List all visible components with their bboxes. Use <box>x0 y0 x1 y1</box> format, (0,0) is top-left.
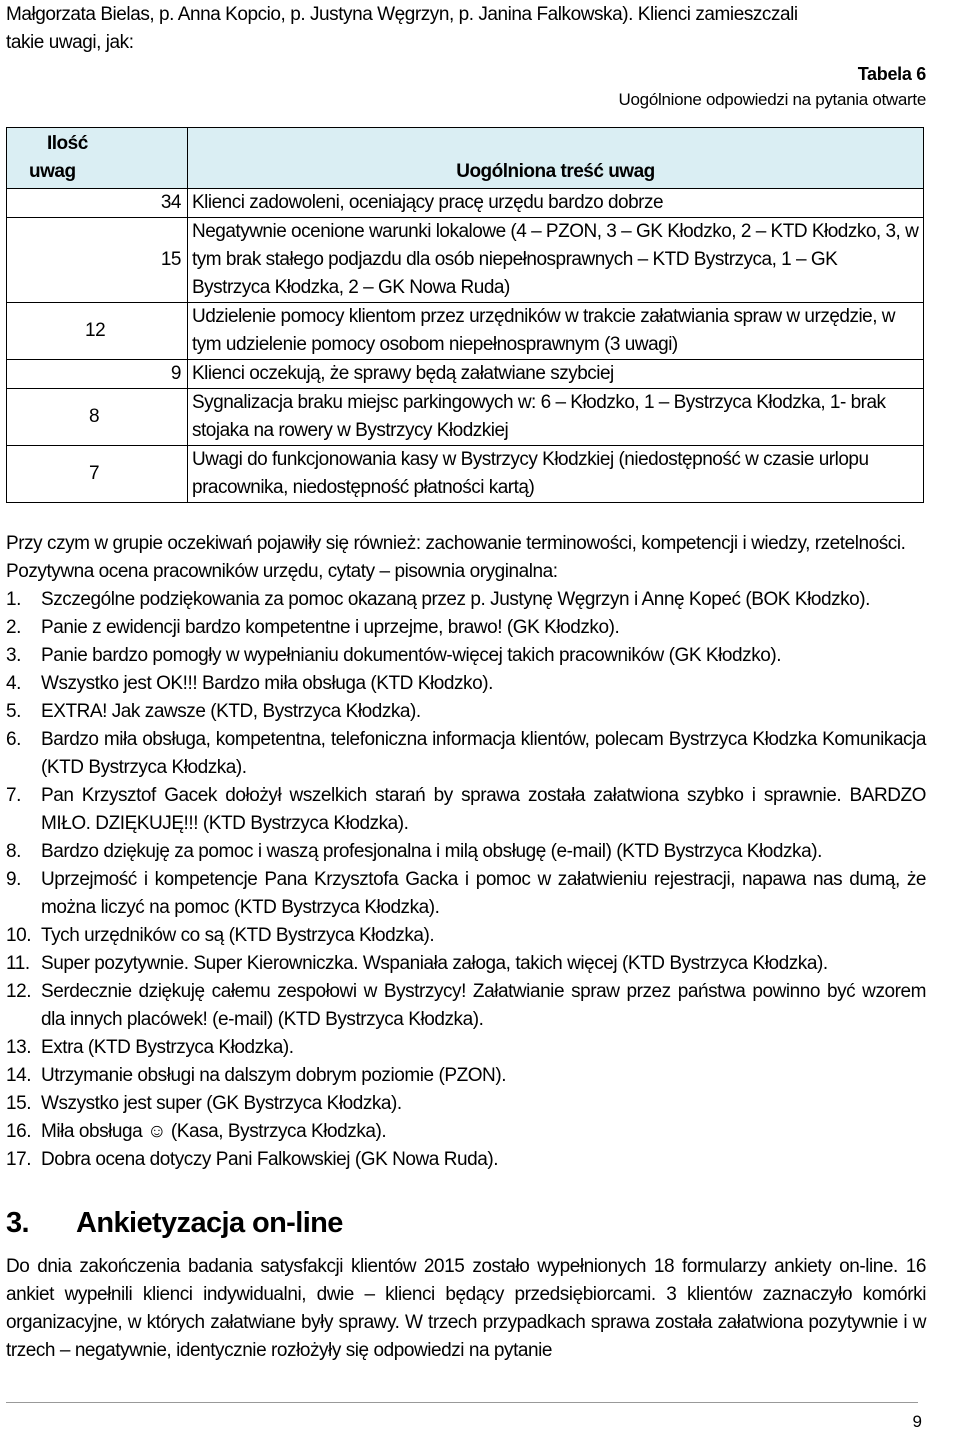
row-count: 12 <box>7 303 188 360</box>
table-header-row <box>7 128 924 189</box>
header-count-line-2: uwag <box>29 161 76 182</box>
intro-line-2: takie uwagi, jak: <box>6 32 134 53</box>
intro-text <box>6 0 926 57</box>
table-row <box>7 218 924 303</box>
quote-text: Serdecznie dziękuję całemu zespołowi w Bystrzycy! Załatwianie spraw przez państwa powinno być wzorem dla innych placówek! (e-mail) (KTD Bystrzyca Kłodzka). <box>41 981 926 1030</box>
quote-text: Panie z ewidencji bardzo kompetentne i uprzejme, brawo! (GK Kłodzko). <box>41 617 620 638</box>
quote-text: Uprzejmość i kompetencje Pana Krzysztofa Gacka i pomoc w załatwieniu rejestracji, napawa nas dumą, że można liczyć na pomoc (KTD Bystrzyca Kłodzka). <box>41 869 926 918</box>
table-caption <box>6 61 926 113</box>
header-count-line-1: Ilość <box>47 133 88 154</box>
quote-number: 7. <box>6 785 21 806</box>
quote-item <box>6 1090 926 1118</box>
quote-text: Dobra ocena dotyczy Pani Falkowskiej (GK Nowa Ruda). <box>41 1149 499 1170</box>
table-row <box>7 389 924 446</box>
intro-line-1: Małgorzata Bielas, p. Anna Kopcio, p. Justyna Węgrzyn, p. Janina Falkowska). Klienci zamieszczali <box>6 4 798 25</box>
quote-number: 3. <box>6 645 21 666</box>
quote-text: Panie bardzo pomogły w wypełnianiu dokumentów-więcej takich pracowników (GK Kłodzko). <box>41 645 782 666</box>
quote-item <box>6 1062 926 1090</box>
quote-number: 14. <box>6 1065 32 1086</box>
quote-number: 11. <box>6 953 30 974</box>
quote-number: 1. <box>6 589 21 610</box>
document-page <box>6 0 926 1365</box>
quote-text: Utrzymanie obsługi na dalszym dobrym poziomie (PZON). <box>41 1065 507 1086</box>
quote-item <box>6 586 926 614</box>
footer-rule <box>6 1402 918 1403</box>
quote-text: Miła obsługa ☺ (Kasa, Bystrzyca Kłodzka). <box>41 1121 387 1142</box>
quote-number: 17. <box>6 1149 32 1170</box>
table-row <box>7 303 924 360</box>
quote-text: Pan Krzysztof Gacek dołożył wszelkich starań by sprawa została załatwiona szybko i sprawnie. BARDZO MIŁO. DZIĘKUJĘ!!! (KTD Bystrzyca Kłodzka). <box>41 785 926 834</box>
quotes-section <box>6 530 926 1174</box>
quote-number: 12. <box>6 981 32 1002</box>
quote-text: EXTRA! Jak zawsze (KTD, Bystrzyca Kłodzka). <box>41 701 421 722</box>
quote-item <box>6 642 926 670</box>
quote-number: 16. <box>6 1121 32 1142</box>
quote-text: Extra (KTD Bystrzyca Kłodzka). <box>41 1037 294 1058</box>
quote-number: 9. <box>6 869 21 890</box>
quote-number: 5. <box>6 701 21 722</box>
quote-text: Tych urzędników co są (KTD Bystrzyca Kłodzka). <box>41 925 435 946</box>
online-survey-text <box>6 1253 926 1365</box>
table-row <box>7 360 924 389</box>
header-text-cell: Uogólniona treść uwag <box>188 128 924 189</box>
row-text: Udzielenie pomocy klientom przez urzędników w trakcie załatwiania spraw w urzędzie, w tym udzielenie pomocy osobom niepełnosprawnym (3 uwagi) <box>188 303 924 360</box>
row-count: 7 <box>7 446 188 503</box>
row-text: Klienci oczekują, że sprawy będą załatwiane szybciej <box>188 360 924 389</box>
section-heading <box>6 1205 926 1241</box>
quotes-list <box>6 586 926 1174</box>
quote-item <box>6 1118 926 1146</box>
quote-text: Szczególne podziękowania za pomoc okazaną przez p. Justynę Węgrzyn i Annę Kopeć (BOK Kłodzko). <box>41 589 871 610</box>
row-count: 9 <box>7 360 188 389</box>
row-count: 34 <box>7 189 188 218</box>
row-text: Negatywnie ocenione warunki lokalowe (4 – PZON, 3 – GK Kłodzko, 2 – KTD Kłodzko, 3, w tym brak stałego podjazdu dla osób niepełnosprawnych – KTD Bystrzyca, 1 – GK Bystrzyca Kłodzka, 2 – GK Nowa Ruda) <box>188 218 924 303</box>
quote-item <box>6 782 926 838</box>
quote-item <box>6 838 926 866</box>
quote-item <box>6 726 926 782</box>
quote-number: 15. <box>6 1093 32 1114</box>
paragraph-online-survey: Do dnia zakończenia badania satysfakcji klientów 2015 zostało wypełnionych 18 formularzy ankiety on-line. 16 ankiet wypełnili klienci indywidualni, dwie – klienci będący przedsiębiorcami. 3 klientów zaznaczyło komórki organizacyjne, w których załatwiane były sprawy. W trzech przypadkach sprawa została załatwiona pozytywnie i w trzech – negatywnie, identycznie rozłożyły się odpowiedzi na pytanie <box>6 1256 926 1361</box>
quote-number: 4. <box>6 673 21 694</box>
row-count: 15 <box>7 218 188 303</box>
row-text: Sygnalizacja braku miejsc parkingowych w: 6 – Kłodzko, 1 – Bystrzyca Kłodzka, 1- brak stojaka na rowery w Bystrzycy Kłodzkiej <box>188 389 924 446</box>
quote-item <box>6 670 926 698</box>
feedback-table <box>6 127 924 503</box>
section-number: 3. <box>6 1207 29 1239</box>
section-title: Ankietyzacja on-line <box>76 1207 343 1239</box>
table-number: Tabela 6 <box>857 64 926 84</box>
quote-number: 2. <box>6 617 21 638</box>
table-row <box>7 446 924 503</box>
table-title: Uogólnione odpowiedzi na pytania otwarte <box>618 90 926 109</box>
quote-item <box>6 950 926 978</box>
quote-number: 13. <box>6 1037 32 1058</box>
quote-number: 6. <box>6 729 21 750</box>
paragraph-expectations: Przy czym w grupie oczekiwań pojawiły się również: zachowanie terminowości, kompetencji i wiedzy, rzetelności. <box>6 533 906 554</box>
quote-item <box>6 978 926 1034</box>
quote-text: Bardzo miła obsługa, kompetentna, telefoniczna informacja klientów, polecam Bystrzyca Kłodzka Komunikacja (KTD Bystrzyca Kłodzka). <box>41 729 926 778</box>
quote-number: 10. <box>6 925 32 946</box>
quote-item <box>6 922 926 950</box>
quote-item <box>6 866 926 922</box>
quote-number: 8. <box>6 841 21 862</box>
header-count-cell <box>7 128 188 189</box>
row-text: Klienci zadowoleni, oceniający pracę urzędu bardzo dobrze <box>188 189 924 218</box>
quote-item <box>6 614 926 642</box>
quote-text: Bardzo dziękuję za pomoc i waszą profesjonalna i milą obsługę (e-mail) (KTD Bystrzyca Kłodzka). <box>41 841 822 862</box>
quote-item <box>6 698 926 726</box>
quote-item <box>6 1146 926 1174</box>
quote-text: Wszystko jest OK!!! Bardzo miła obsługa (KTD Kłodzko). <box>41 673 493 694</box>
quote-text: Wszystko jest super (GK Bystrzyca Kłodzka). <box>41 1093 402 1114</box>
row-text: Uwagi do funkcjonowania kasy w Bystrzycy Kłodzkiej (niedostępność w czasie urlopu pracownika, niedostępność płatności kartą) <box>188 446 924 503</box>
table-row <box>7 189 924 218</box>
quote-item <box>6 1034 926 1062</box>
quotes-heading: Pozytywna ocena pracowników urzędu, cytaty – pisownia oryginalna: <box>6 561 558 582</box>
row-count: 8 <box>7 389 188 446</box>
quote-text: Super pozytywnie. Super Kierowniczka. Wspaniała załoga, takich więcej (KTD Bystrzyca Kłodzka). <box>41 953 828 974</box>
page-number: 9 <box>912 1412 922 1431</box>
